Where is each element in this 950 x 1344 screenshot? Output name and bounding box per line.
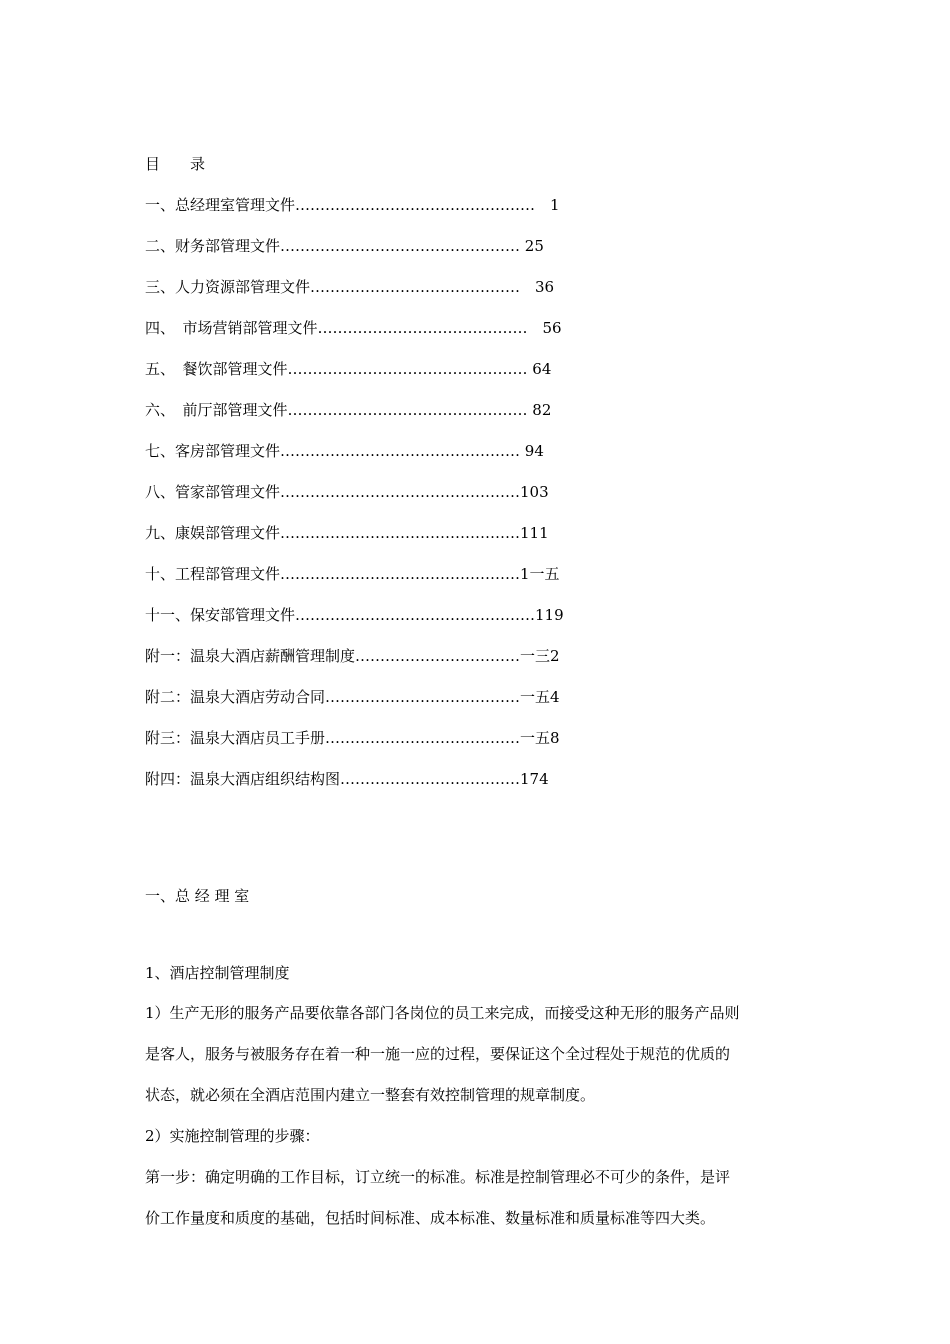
paragraph-line: 2）实施控制管理的步骤： xyxy=(145,1127,320,1145)
toc-entry: 五、 餐饮部管理文件………………………………………… 64 xyxy=(145,360,552,378)
paragraph-line: 状态，就必须在全酒店范围内建立一整套有效控制管理的规章制度。 xyxy=(145,1086,596,1104)
toc-entry: 八、管家部管理文件…………………………………………103 xyxy=(145,483,549,501)
section-subheading: 1、酒店控制管理制度 xyxy=(145,964,290,982)
toc-entry: 九、康娱部管理文件…………………………………………111 xyxy=(145,524,549,542)
paragraph-line: 第一步：确定明确的工作目标，订立统一的标准。标准是控制管理必不可少的条件，是评 xyxy=(145,1168,731,1186)
toc-entry: 一、总经理室管理文件………………………………………… 1 xyxy=(145,196,560,214)
toc-entry: 四、 市场营销部管理文件…………………………………… 56 xyxy=(145,319,562,337)
paragraph xyxy=(145,993,810,1239)
paragraph-line: 是客人，服务与被服务存在着一种一施一应的过程，要保证这个全过程处于规范的优质的 xyxy=(145,1045,731,1063)
paragraph-line: 1）生产无形的服务产品要依靠各部门各岗位的员工来完成，而接受这种无形的服务产品则 xyxy=(145,1004,740,1022)
paragraph-line: 价工作量度和质度的基础，包括时间标准、成本标准、数量标准和质量标准等四大类。 xyxy=(145,1209,716,1227)
toc-entry: 二、财务部管理文件………………………………………… 25 xyxy=(145,237,544,255)
section-heading: 一、总 经 理 室 xyxy=(145,887,250,905)
toc-entry: 六、 前厅部管理文件………………………………………… 82 xyxy=(145,401,552,419)
toc-entry: 附一：温泉大酒店薪酬管理制度……………………………一三2 xyxy=(145,647,560,665)
toc-entry: 附三：温泉大酒店员工手册…………………………………一五8 xyxy=(145,729,560,747)
toc-entry: 十、工程部管理文件…………………………………………1一五 xyxy=(145,565,560,583)
toc-entry: 十一、保安部管理文件…………………………………………119 xyxy=(145,606,564,624)
toc-entry: 附四：温泉大酒店组织结构图………………………………174 xyxy=(145,770,549,788)
toc-entry: 附二：温泉大酒店劳动合同…………………………………一五4 xyxy=(145,688,560,706)
toc-entry: 三、人力资源部管理文件…………………………………… 36 xyxy=(145,278,555,296)
toc-entry: 七、客房部管理文件………………………………………… 94 xyxy=(145,442,544,460)
toc-title: 目 录 xyxy=(145,155,206,173)
